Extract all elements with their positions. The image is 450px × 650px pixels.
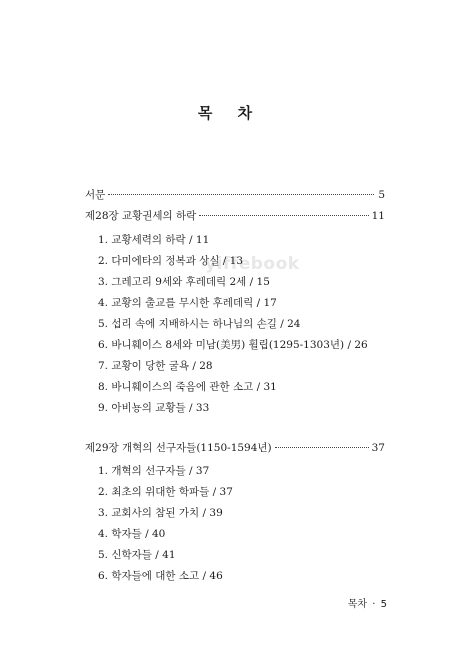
toc-entry[interactable] [98,463,388,478]
toc-entry[interactable] [98,526,388,541]
entry-label: 5. 신학자들 / 41 [98,549,176,561]
dot-leader [199,215,368,216]
chapter-page: 5 [378,189,385,201]
chapter-label: 제29장 개혁의 선구자들(1150-1594년) [85,442,272,454]
dot-leader [108,194,374,195]
toc-entry[interactable] [98,316,388,331]
toc-entry[interactable] [98,337,388,352]
entry-label: 1. 교황세력의 하락 / 11 [98,234,210,246]
toc-entry[interactable] [98,358,388,373]
toc-chapter-preface[interactable] [85,187,385,202]
entry-label: 6. 바니훼이스 8세와 미남(美男) 휠립(1295-1303년) / 26 [98,339,368,351]
entry-label: 9. 아비뇽의 교황들 / 33 [98,402,210,414]
entry-label: 2. 최초의 위대한 학파들 / 37 [98,486,233,498]
page-footer [346,595,387,610]
chapter-label: 서문 [85,189,106,201]
toc-chapter-29[interactable] [85,440,385,455]
chapter-page: 11 [371,210,385,222]
page-title: 목 차 [197,104,263,122]
entry-label: 1. 개혁의 선구자들 / 37 [98,465,210,477]
dot-leader [275,447,369,448]
toc-chapter-28[interactable] [85,208,385,223]
entry-label: 3. 교회사의 참된 가치 / 39 [98,507,223,519]
footer-label: 목차 [347,599,368,610]
entry-label: 4. 교황의 출교를 무시한 후레데릭 / 17 [98,297,277,309]
toc-entry[interactable] [98,505,388,520]
entry-label: 3. 그레고리 9세와 후레데릭 2세 / 15 [98,276,270,288]
footer-page-number: 5 [380,599,387,610]
entry-label: 5. 섭리 속에 지배하시는 하나님의 손길 / 24 [98,318,301,330]
toc-entry[interactable] [98,253,388,268]
toc-entry[interactable] [98,232,388,247]
chapter-page: 37 [371,442,385,454]
chapter-label: 제28장 교황권세의 하락 [85,210,197,222]
entry-label: 7. 교황이 당한 굴욕 / 28 [98,360,213,372]
toc-entry[interactable] [98,484,388,499]
toc-entry[interactable] [98,274,388,289]
entry-label: 4. 학자들 / 40 [98,528,166,540]
toc-entry[interactable] [98,379,388,394]
toc-entry[interactable] [98,400,388,415]
footer-separator: · [372,599,376,610]
toc-entry[interactable] [98,568,388,583]
entry-label: 6. 학자들에 대한 소고 / 46 [98,570,223,582]
toc-entry[interactable] [98,547,388,562]
watermark: yiffebook [205,254,300,274]
entry-label: 2. 다미에타의 정복과 상실 / 13 [98,255,244,267]
entry-label: 8. 바니훼이스의 죽음에 관한 소고 / 31 [98,381,277,393]
toc-entry[interactable] [98,295,388,310]
